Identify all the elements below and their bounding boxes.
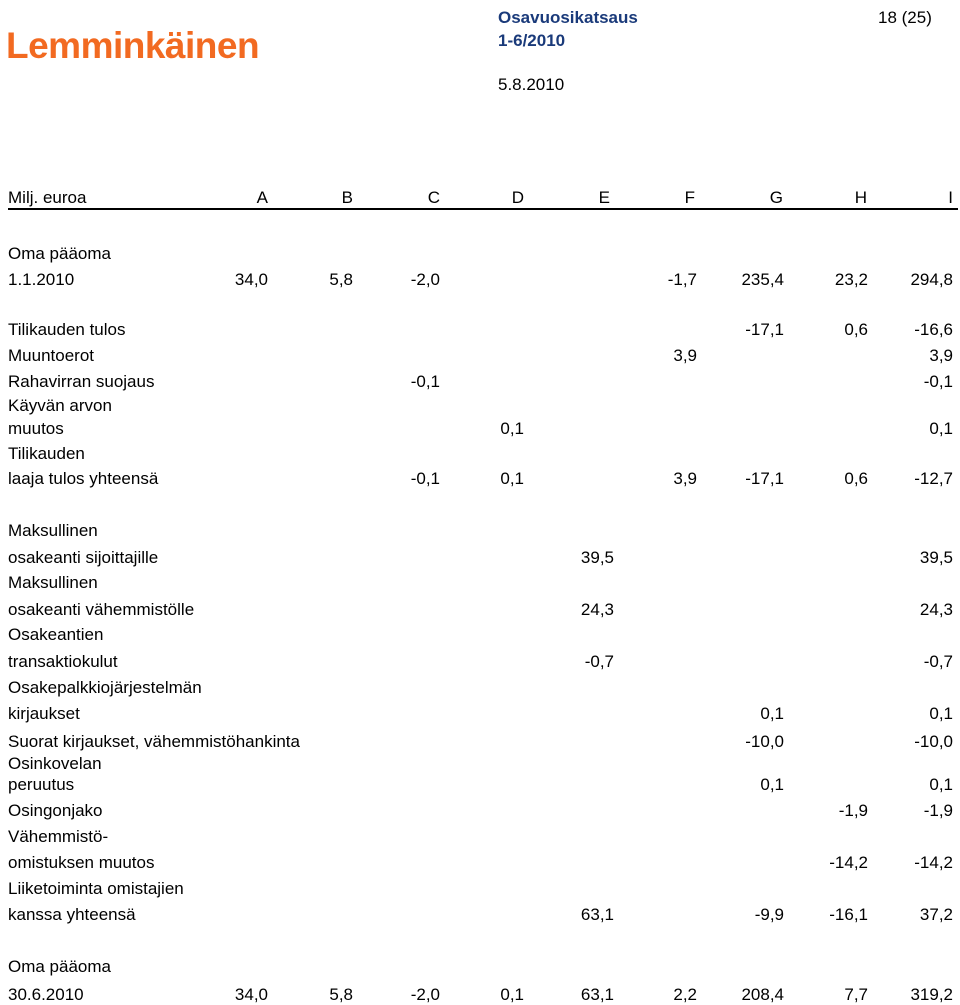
table-cell: 5,8 bbox=[329, 985, 353, 1004]
report-title: Osavuosikatsaus bbox=[498, 8, 638, 27]
column-header-a: A bbox=[256, 188, 268, 207]
table-cell: -17,1 bbox=[745, 469, 784, 488]
row-label: Rahavirran suojaus bbox=[8, 372, 155, 391]
table-cell: 319,2 bbox=[910, 985, 953, 1004]
column-header-c: C bbox=[427, 188, 440, 207]
table-cell: 5,8 bbox=[329, 270, 353, 289]
row-label: omistuksen muutos bbox=[8, 853, 155, 872]
row-label: Käyvän arvon bbox=[8, 396, 112, 415]
table-cell: 2,2 bbox=[673, 985, 697, 1004]
table-cell: 0,1 bbox=[500, 469, 524, 488]
table-cell: 0,1 bbox=[929, 704, 953, 723]
table-cell: 0,6 bbox=[844, 320, 868, 339]
table-cell: 24,3 bbox=[919, 600, 953, 619]
row-label: Osinkovelan bbox=[8, 754, 102, 773]
table-cell: -12,7 bbox=[914, 469, 953, 488]
row-label: Maksullinen bbox=[8, 573, 98, 592]
table-cell: -17,1 bbox=[745, 320, 784, 339]
row-label: osakeanti sijoittajille bbox=[8, 548, 159, 567]
table-cell: 37,2 bbox=[919, 905, 953, 924]
page-number: 18 (25) bbox=[878, 8, 932, 27]
column-header-g: G bbox=[769, 188, 783, 207]
table-cell: -9,9 bbox=[754, 905, 784, 924]
table-cell: -1,7 bbox=[667, 270, 697, 289]
row-label: Suorat kirjaukset, vähemmistöhankinta bbox=[8, 732, 300, 751]
table-cell: 39,5 bbox=[919, 548, 953, 567]
table-cell: 7,7 bbox=[844, 985, 868, 1004]
row-label: laaja tulos yhteensä bbox=[8, 469, 159, 488]
table-cell: 23,2 bbox=[834, 270, 868, 289]
table-cell: -16,1 bbox=[829, 905, 868, 924]
table-cell: -2,0 bbox=[410, 985, 440, 1004]
report-period: 1-6/2010 bbox=[498, 31, 566, 50]
row-label: Liiketoiminta omistajien bbox=[8, 879, 184, 898]
table-cell: 34,0 bbox=[234, 985, 268, 1004]
logo-wordmark: Lemminkäinen bbox=[6, 25, 260, 66]
table-cell: -0,7 bbox=[584, 652, 614, 671]
table-cell: 39,5 bbox=[580, 548, 614, 567]
table-cell: 3,9 bbox=[673, 469, 697, 488]
table-cell: 0,1 bbox=[929, 775, 953, 794]
row-label: Maksullinen bbox=[8, 521, 98, 540]
row-label: Vähemmistö- bbox=[8, 827, 109, 846]
header-divider bbox=[8, 208, 958, 210]
table-cell: 208,4 bbox=[741, 985, 784, 1004]
row-label: kirjaukset bbox=[8, 704, 80, 723]
table-cell: 235,4 bbox=[741, 270, 784, 289]
row-label: Muuntoerot bbox=[8, 346, 94, 365]
report-date: 5.8.2010 bbox=[498, 75, 565, 94]
column-header-e: E bbox=[598, 188, 610, 207]
row-label: Osakeantien bbox=[8, 625, 104, 644]
column-header-b: B bbox=[341, 188, 353, 207]
table-cell: -10,0 bbox=[914, 732, 953, 751]
table-cell: 0,1 bbox=[500, 419, 524, 438]
row-label: peruutus bbox=[8, 775, 75, 794]
row-label: Tilikauden tulos bbox=[8, 320, 126, 339]
table-cell: -10,0 bbox=[745, 732, 784, 751]
table-cell: -1,9 bbox=[838, 801, 868, 820]
table-cell: 63,1 bbox=[580, 985, 614, 1004]
table-cell: -0,1 bbox=[410, 372, 440, 391]
row-label: 30.6.2010 bbox=[8, 985, 84, 1004]
column-header-i: I bbox=[948, 188, 953, 207]
unit-label: Milj. euroa bbox=[8, 188, 87, 207]
column-header-h: H bbox=[854, 188, 867, 207]
company-logo bbox=[6, 8, 316, 70]
table-cell: 0,1 bbox=[500, 985, 524, 1004]
table-cell: 0,1 bbox=[929, 419, 953, 438]
table-cell: -0,7 bbox=[923, 652, 953, 671]
table-cell: -2,0 bbox=[410, 270, 440, 289]
row-label: kanssa yhteensä bbox=[8, 905, 136, 924]
table-cell: 294,8 bbox=[910, 270, 953, 289]
row-label: Tilikauden bbox=[8, 444, 85, 463]
row-label: Osingonjako bbox=[8, 801, 103, 820]
table-cell: -14,2 bbox=[829, 853, 868, 872]
row-label: 1.1.2010 bbox=[8, 270, 75, 289]
table-cell: 24,3 bbox=[580, 600, 614, 619]
row-label: Osakepalkkiojärjestelmän bbox=[8, 678, 202, 697]
table-cell: -16,6 bbox=[914, 320, 953, 339]
table-cell: -1,9 bbox=[923, 801, 953, 820]
table-cell: 0,1 bbox=[760, 775, 784, 794]
table-cell: 63,1 bbox=[580, 905, 614, 924]
row-label: osakeanti vähemmistölle bbox=[8, 600, 195, 619]
column-header-d: D bbox=[511, 188, 524, 207]
row-label: transaktiokulut bbox=[8, 652, 118, 671]
table-cell: 3,9 bbox=[673, 346, 697, 365]
column-header-f: F bbox=[684, 188, 695, 207]
table-cell: -0,1 bbox=[923, 372, 953, 391]
row-label: Oma pääoma bbox=[8, 244, 111, 263]
table-cell: 3,9 bbox=[929, 346, 953, 365]
table-cell: 34,0 bbox=[234, 270, 268, 289]
table-cell: -0,1 bbox=[410, 469, 440, 488]
row-label: Oma pääoma bbox=[8, 957, 111, 976]
table-cell: 0,1 bbox=[760, 704, 784, 723]
table-cell: -14,2 bbox=[914, 853, 953, 872]
table-cell: 0,6 bbox=[844, 469, 868, 488]
row-label: muutos bbox=[8, 419, 64, 438]
